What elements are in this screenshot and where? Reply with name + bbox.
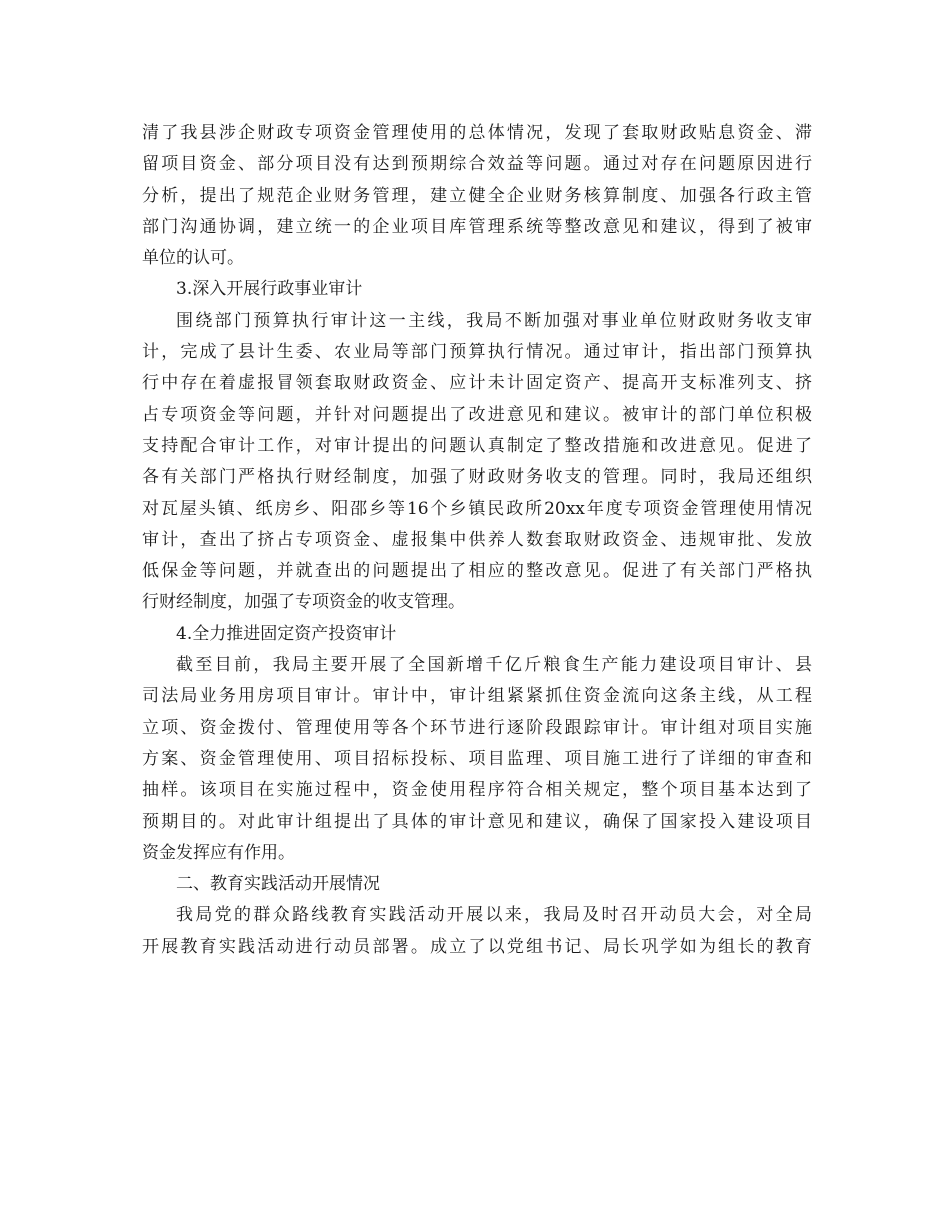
body-text-line: 清了我县涉企财政专项资金管理使用的总体情况，发现了套取财政贴息资金、滞 [142, 123, 812, 143]
body-text-line: 支持配合审计工作，对审计提出的问题认真制定了整改措施和改进意见。促进了 [142, 435, 812, 456]
body-text-line: 预期目的。对此审计组提出了具体的审计意见和建议，确保了国家投入建设项目 [142, 811, 812, 832]
body-text-line: 占专项资金等问题，并针对问题提出了改进意见和建议。被审计的部门单位积极 [142, 404, 812, 425]
document-body [142, 118, 812, 963]
body-text-line: 我局党的群众路线教育实践活动开展以来，我局及时召开动员大会，对全局 [176, 905, 812, 926]
body-text-line: 二、教育实践活动开展情况 [176, 874, 380, 895]
body-text-line: 行财经制度，加强了专项资金的收支管理。 [142, 592, 465, 613]
body-text-line: 4.全力推进固定资产投资审计 [176, 623, 397, 644]
body-text-line: 留项目资金、部分项目没有达到预期综合效益等问题。通过对存在问题原因进行 [142, 154, 812, 175]
body-text-line: 对瓦屋头镇、纸房乡、阳邵乡等16个乡镇民政所20xx年度专项资金管理使用情况 [142, 498, 812, 519]
body-text-line: 部门沟通协调，建立统一的企业项目库管理系统等整改意见和建议，得到了被审 [142, 216, 812, 237]
body-text-line: 单位的认可。 [142, 248, 244, 269]
body-text-line: 审计，查出了挤占专项资金、虚报集中供养人数套取财政资金、违规审批、发放 [142, 529, 812, 550]
body-text-line: 开展教育实践活动进行动员部署。成立了以党组书记、局长巩学如为组长的教育 [142, 936, 812, 957]
body-text-line: 计，完成了县计生委、农业局等部门预算执行情况。通过审计，指出部门预算执 [142, 342, 812, 363]
body-text-line: 低保金等问题，并就查出的问题提出了相应的整改意见。促进了有关部门严格执 [142, 561, 812, 582]
body-text-line: 各有关部门严格执行财经制度，加强了财政财务收支的管理。同时，我局还组织 [142, 467, 812, 488]
body-text-line: 围绕部门预算执行审计这一主线，我局不断加强对事业单位财政财务收支审 [176, 310, 812, 331]
body-text-line: 截至目前，我局主要开展了全国新增千亿斤粮食生产能力建设项目审计、县 [176, 655, 812, 676]
body-text-line: 行中存在着虚报冒领套取财政资金、应计未计固定资产、提高开支标准列支、挤 [142, 373, 812, 394]
body-text-line: 资金发挥应有作用。 [142, 842, 295, 863]
body-text-line: 立项、资金拨付、管理使用等各个环节进行逐阶段跟踪审计。审计组对项目实施 [142, 717, 812, 738]
body-text-line: 3.深入开展行政事业审计 [176, 279, 363, 300]
body-text-line: 抽样。该项目在实施过程中，资金使用程序符合相关规定，整个项目基本达到了 [142, 780, 812, 801]
body-text-line: 分析，提出了规范企业财务管理，建立健全企业财务核算制度、加强各行政主管 [142, 185, 812, 206]
body-text-line: 方案、资金管理使用、项目招标投标、项目监理、项目施工进行了详细的审查和 [142, 748, 812, 769]
body-text-line: 司法局业务用房项目审计。审计中，审计组紧紧抓住资金流向这条主线，从工程 [142, 686, 812, 707]
